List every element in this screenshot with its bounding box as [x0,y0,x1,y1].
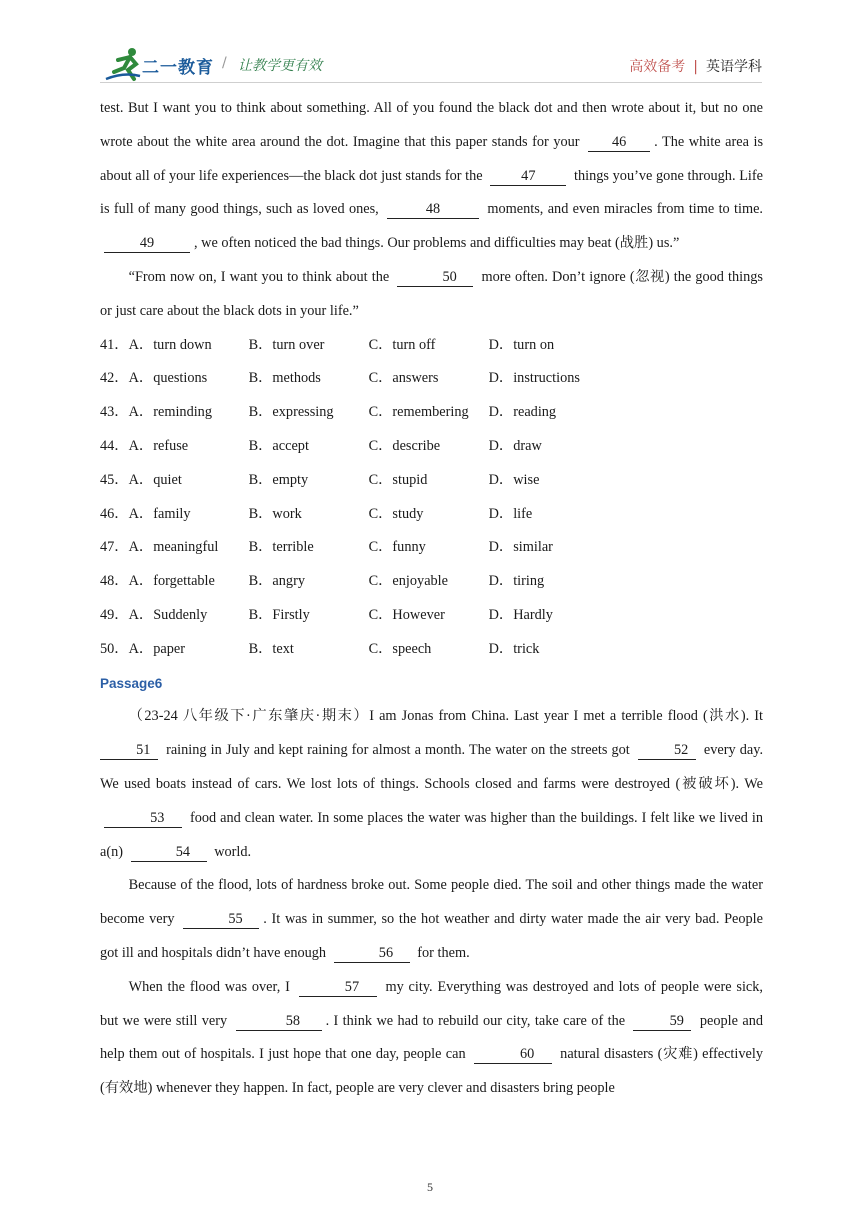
option-row [100,599,763,633]
question-number: 44． [100,437,129,454]
header-divider [100,82,762,83]
blank-54: 54 [131,843,207,862]
option-row [100,633,763,667]
option-b: B．work [248,505,302,522]
question-number: 47． [100,539,129,556]
brand-slogan: 让教学更有效 [238,58,322,74]
tag-right: 英语学科 [706,59,762,75]
option-a: A．reminding [128,404,212,421]
blank-58: 58 [236,1012,322,1031]
option-c: C．enjoyable [368,573,449,590]
option-a: A．family [128,505,191,522]
option-b: B．turn over [248,336,325,353]
blank-47: 47 [490,167,566,186]
question-number: 45． [100,471,129,488]
passage-title: Passage6 [100,675,163,691]
blank-60: 60 [474,1045,552,1064]
text: . I think we had to rebuild our city, take care of the [325,1012,626,1029]
text: . It was in summer, so the hot weather and dirty water made the air very bad. People got ill and hospitals didn’t have enough [100,911,763,961]
blank-55: 55 [183,910,259,929]
option-b: B．Firstly [248,606,310,623]
option-b: B．empty [248,471,309,488]
passage6-paragraph-2 [100,869,763,970]
option-c: C．describe [368,437,441,454]
option-b: B．text [248,640,294,657]
page-number: 5 [427,1180,433,1194]
passage5-paragraph-1 [100,92,763,261]
option-a: A．paper [128,640,185,657]
text: world. [214,843,252,860]
option-b: B．expressing [248,404,334,421]
blank-56: 56 [334,944,410,963]
blank-49: 49 [104,234,190,253]
question-number: 50． [100,640,129,657]
option-b: B．methods [248,370,321,387]
option-c: C．turn off [368,336,436,353]
option-a: A．quiet [128,471,182,488]
tag-separator: | [693,59,698,75]
option-row [100,565,763,599]
option-a: A．refuse [128,437,189,454]
option-c: C．answers [368,370,439,387]
text: test. But I want you to think about something. All of you found the black dot and then wrote about it, but no one wrote about the white area around the dot. Imagine that this paper stands for your [100,100,763,150]
blank-59: 59 [633,1012,691,1031]
option-d: D．draw [488,437,542,454]
option-d: D．tiring [488,573,545,590]
passage6-paragraph-1 [100,700,763,869]
option-c: C．However [368,606,445,623]
passage6-paragraph-3 [100,971,763,1106]
option-c: C．speech [368,640,432,657]
text: , we often noticed the bad things. Our problems and difficulties may beat (战胜) us.” [194,235,680,252]
header-separator: / [222,55,227,71]
brand-name: 二一教育 [142,58,214,78]
option-row [100,362,763,396]
option-c: C．remembering [368,404,469,421]
text: every day. We used boats instead of cars. We lost lots of things. Schools closed and farms were destroyed (被破坏). We [100,742,764,792]
question-number: 48． [100,573,129,590]
option-row [100,396,763,430]
page-content [100,92,763,1106]
tag-left: 高效备考 [629,59,686,75]
option-d: D．turn on [488,336,555,353]
option-a: A．meaningful [128,539,219,556]
passage5-paragraph-2 [100,261,763,329]
blank-57: 57 [299,978,377,997]
option-d: D．trick [488,640,540,657]
blank-53: 53 [104,809,182,828]
page-header [0,0,860,90]
blank-50: 50 [397,268,473,287]
option-d: D．wise [488,471,540,488]
text: raining in July and kept raining for almost a month. The water on the streets got [166,742,630,759]
blank-46: 46 [588,133,650,152]
option-d: D．instructions [488,370,580,387]
text: （23-24 八年级下·广东肇庆·期末）I am Jonas from China. Last year I met a terrible flood (洪水). It [128,708,763,725]
text: my city. Everything was destroyed and lots of people were sick, but we were still very [100,978,763,1029]
text: food and clean water. In some places the water was higher than the buildings. I felt like we lived in a(n) [100,809,763,860]
text: people and help them out of hospitals. I just hope that one day, people can [100,1012,764,1063]
option-d: D．similar [488,539,553,556]
question-number: 42． [100,370,129,387]
blank-48: 48 [387,200,479,219]
option-b: B．angry [248,573,305,590]
option-row [100,531,763,565]
option-c: C．funny [368,539,426,556]
option-row [100,430,763,464]
text: natural disasters (灾难) effectively (有效地) whenever they happen. In fact, people are very clever and disasters bring people [100,1046,763,1097]
option-row [100,329,763,363]
question-number: 46． [100,505,129,522]
question-number: 49． [100,606,129,623]
blank-51: 51 [100,741,158,760]
text: Because of the flood, lots of hardness broke out. Some people died. The soil and other things made the water become very [100,877,763,928]
text: . The white area is about all of your life experiences—the black dot just stands for the [100,133,764,184]
text: “From now on, I want you to think about the [128,268,390,285]
text: things you’ve gone through. Life is full of many good things, such as loved ones, [100,167,764,218]
option-c: C．study [368,505,424,522]
option-row [100,498,763,532]
option-a: A．forgettable [128,573,215,590]
blank-52: 52 [638,741,696,760]
option-d: D．Hardly [488,606,553,623]
option-d: D．reading [488,404,557,421]
option-a: A．turn down [128,336,212,353]
options-list [100,329,763,667]
option-row [100,464,763,498]
option-c: C．stupid [368,471,428,488]
option-a: A．Suddenly [128,606,208,623]
text: When the flood was over, I [128,978,290,995]
option-b: B．accept [248,437,309,454]
question-number: 43． [100,404,129,421]
option-b: B．terrible [248,539,314,556]
option-d: D．life [488,505,533,522]
question-number: 41． [100,336,129,353]
subject-tag [629,56,762,76]
text: moments, and even miracles from time to time. [487,201,763,218]
text: more often. Don’t ignore (忽视) the good things or just care about the black dots in your life.” [100,268,763,319]
option-a: A．questions [128,370,208,387]
text: for them. [417,944,470,961]
